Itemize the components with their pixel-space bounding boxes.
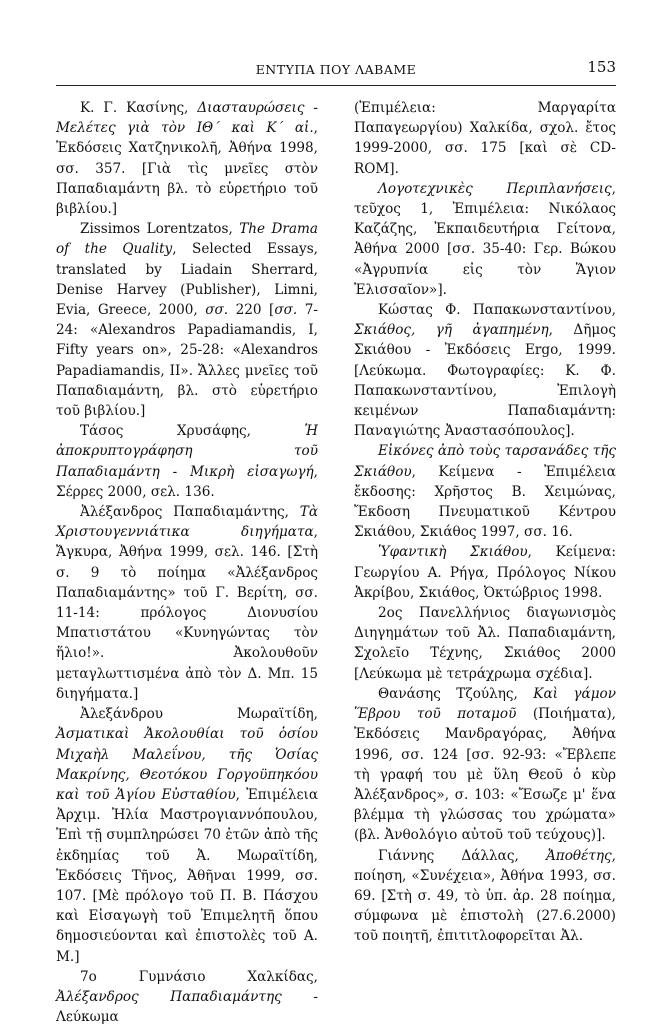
entry-text: 220 [ (228, 302, 275, 319)
entry-italic-text: Ἡ ἀποκρυπτογράφηση τοῦ Παπαδιαμάντη - Μικρὴ εἰσαγωγή (56, 423, 318, 480)
entry-italic-text: Εἰκόνες ἀπὸ τοὺς ταρσανάδες τῆς Σκιάθου (354, 443, 616, 480)
entry-italic-text: The Drama of the Quality (56, 221, 319, 258)
entry-italic-text: Τὰ Χριστουγεννιάτικα διηγήματα (56, 504, 318, 541)
entry-text: , ποίηση, «Συνέχεια», Ἀθήνα 1993, σσ. 69. [Στὴ σ. 49, τὸ ὑπ. ἀρ. 28 ποίημα, σύμφωνα μὲ ἐπιστολὴ (27.6.2000) τοῦ ποιητῆ, ἐπιτιτλοφορεῖται Ἀλ. (354, 847, 616, 945)
entry-text: , Κείμενα: Γεωργίου Α. Ρήγα, Πρόλογος Νίκου Ἀκρίβου, Σκιάθος, Ὀκτώβριος 1998. (354, 544, 616, 601)
entry-text: - Λεύκωμα (56, 988, 318, 1026)
entry-text: 7-24: «Alexandros Papadiamandis, I, Fifty years on», 25-28: «Alexandros Papadiamandis, II». Ἄλλες μνεῖες τοῦ Παπαδιαμάντη, βλ. στὸ εὑρετήριο τοῦ βιβλίου.] (56, 302, 318, 420)
entry-italic-text: Σκιάθος, γῆ ἀγαπημένη (354, 322, 549, 339)
entry-italic-text: Λογοτεχνικὲς Περιπλανήσεις (378, 180, 612, 197)
entry-text: , Κείμενα - Ἐπιμέλεια ἔκδοσης: Χρῆστος Β. Χειμώνας, Ἔκδοση Πνευματικοῦ Κέντρου Σκιάθου, Σκιάθος 1997, σσ. 16. (354, 463, 616, 541)
bibliography-entry (354, 603, 616, 684)
entry-italic-text: σσ. (205, 302, 229, 319)
entry-italic-text: σσ. (274, 302, 298, 319)
running-title: ΕΝΤΥΠΑ ΠΟΥ ΛΑΒΑΜΕ (255, 62, 417, 77)
entry-text: , Ἐκδόσεις Χατζηνικολῆ, Ἀθήνα 1998, σσ. 357. [Γιὰ τὶς μνεῖες στὸν Παπαδιαμάντη βλ. τὸ εὑρετήριο τοῦ βιβλίου.] (56, 120, 318, 218)
bibliography-entry (56, 98, 318, 219)
entry-text: , Selected Essays, translated by Liadain Sherrard, Denise Harvey (Publisher), Limni, Evia, Greece, 2000, (56, 241, 318, 319)
bibliography-entry (354, 98, 616, 179)
bibliography-entry (56, 502, 318, 704)
bibliography-entry (354, 542, 616, 603)
bibliography-entry (354, 441, 616, 542)
entry-text: Ἀλέξανδρος Παπαδιαμάντης, (80, 504, 300, 521)
entry-text: , Σέρρες 2000, σελ. 136. (56, 463, 318, 500)
entry-text: 2ος Πανελλήνιος διαγωνισμὸς Διηγημάτων τοῦ Ἀλ. Παπαδιαμάντη, Σχολεῖο Τέχνης, Σκιάθος 2000 [Λεύκωμα μὲ τετράχρωμα σχέδια]. (354, 605, 616, 682)
bibliography-entry (56, 219, 318, 421)
entry-text: Κ. Γ. Κασίνης, (80, 100, 198, 116)
entry-italic-text: Καὶ γάμον Ἕβρου τοῦ ποταμοῦ (354, 685, 617, 723)
bibliography-entry (354, 684, 616, 846)
entry-text: Θανάσης Τζούλης, (378, 685, 534, 702)
bibliography-entry (56, 704, 318, 967)
entry-italic-text: Ὑφαντικὴ Σκιάθου (378, 544, 528, 561)
bibliography-entry (354, 846, 616, 947)
bibliography-entry (354, 179, 616, 300)
page-header (56, 56, 616, 86)
bibliography-entry (56, 421, 318, 502)
entry-italic-text: Διασταυρώσεις - Μελέτες γιὰ τὸν ΙΘ΄ καὶ Κ΄ αἰ. (56, 100, 318, 137)
page-number: 153 (587, 58, 616, 76)
entry-text: , Δῆμος Σκιάθου - Ἐκδόσεις Ergo, 1999. [Λεύκωμα. Φωτογραφίες: Κ. Φ. Παπακωνσταντίνου, Ἐπιλογὴ κειμένων Παπαδιαμάντη: Παναγιώτης Ἀναστασόπουλος]. (354, 322, 616, 440)
entry-text: Τάσος Χρυσάφης, (80, 423, 305, 440)
entry-text: , Ἐπιμέλεια Ἀρχιμ. Ἠλία Μαστρογιαννόπουλου, Ἐπὶ τῇ συμπληρώσει 70 ἐτῶν ἀπὸ τῆς ἐκδημίας τοῦ Ἀ. Μωραϊτίδη, Ἐκδόσεις Τῆνος, Ἀθῆναι 1999, σσ. 107. [Μὲ πρόλογο τοῦ Π. Β. Πάσχου καὶ Εἰσαγωγὴ τοῦ Ἐπιμελητῆ ὅπου δημοσιεύονται καὶ ἐπιστολὲς τοῦ Α. Μ.] (56, 786, 318, 965)
entry-italic-text: Ἀποθέτης (545, 847, 612, 864)
entry-text: , Ἄγκυρα, Ἀθήνα 1999, σελ. 146. [Στὴ σ. 9 τὸ ποίημα «Ἀλέξανδρος Παπαδιαμάντης» τοῦ Γ. Βερίτη, σσ. 11-14: πρόλογος Διονυσίου Μπατιστάτου «Κυνηγώντας τὸν ἥλιο!». Ἀκολουθοῦν μεταγλωττισμένα ἀπὸ τὸν Δ. Μπ. 15 διηγήματα.] (56, 524, 318, 702)
entry-text: (Ποιήματα), Ἐκδόσεις Μανδραγόρας, Ἀθήνα 1996, σσ. 124 [σσ. 92-93: «Ἔβλεπε τὴ γραφή του μὲ ὕλη Θεοῦ ὁ κὺρ Ἀλέξανδρος», σ. 103: «Ἔσωζε μ' ἕνα βλέμμα τὴ γλώσσας του χρώματα» (βλ. Ἀνθολόγιο αὐτοῦ τοῦ τεύχους)]. (354, 706, 616, 844)
header-rule (56, 85, 616, 86)
entry-text: (Ἐπιμέλεια: Μαργαρίτα Παπαγεωργίου) Χαλκίδα, σχολ. ἔτος 1999-2000, σσ. 175 [καὶ σὲ CD-ROM]. (354, 100, 616, 177)
entry-text: , τεῦχος 1, Ἐπιμέλεια: Νικόλαος Καζάζης, Ἐκπαιδευτήρια Γείτονα, Ἀθήνα 2000 [σσ. 35-40: Γερ. Βώκου «Ἀγρυπνία εἰς τὸν Ἅγιον Ἐλισσαῖον»]. (354, 180, 616, 298)
entry-text: Zissimos Lorentzatos, (80, 221, 240, 238)
entry-italic-text: Ἀσματικαὶ Ἀκολουθίαι τοῦ ὁσίου Μιχαὴλ Μαλεΐνου, τῆς Ὁσίας Μακρίνης, Θεοτόκου Γοργοϋπηκόου καὶ τοῦ Ἁγίου Εὐσταθίου (56, 726, 318, 803)
right-column (354, 98, 616, 947)
entry-text: Γιάννης Δάλλας, (378, 847, 546, 864)
entry-italic-text: Ἀλέξανδρος Παπαδιαμάντης (56, 988, 282, 1005)
left-column (56, 98, 318, 1027)
entry-text: Κώστας Φ. Παπακωνσταντίνου, (378, 302, 616, 319)
entry-text: 7ο Γυμνάσιο Χαλκίδας, (80, 968, 318, 985)
bibliography-entry (354, 300, 616, 441)
bibliography-entry (56, 967, 318, 1027)
entry-text: Ἀλεξάνδρου Μωραϊτίδη, (80, 706, 318, 723)
